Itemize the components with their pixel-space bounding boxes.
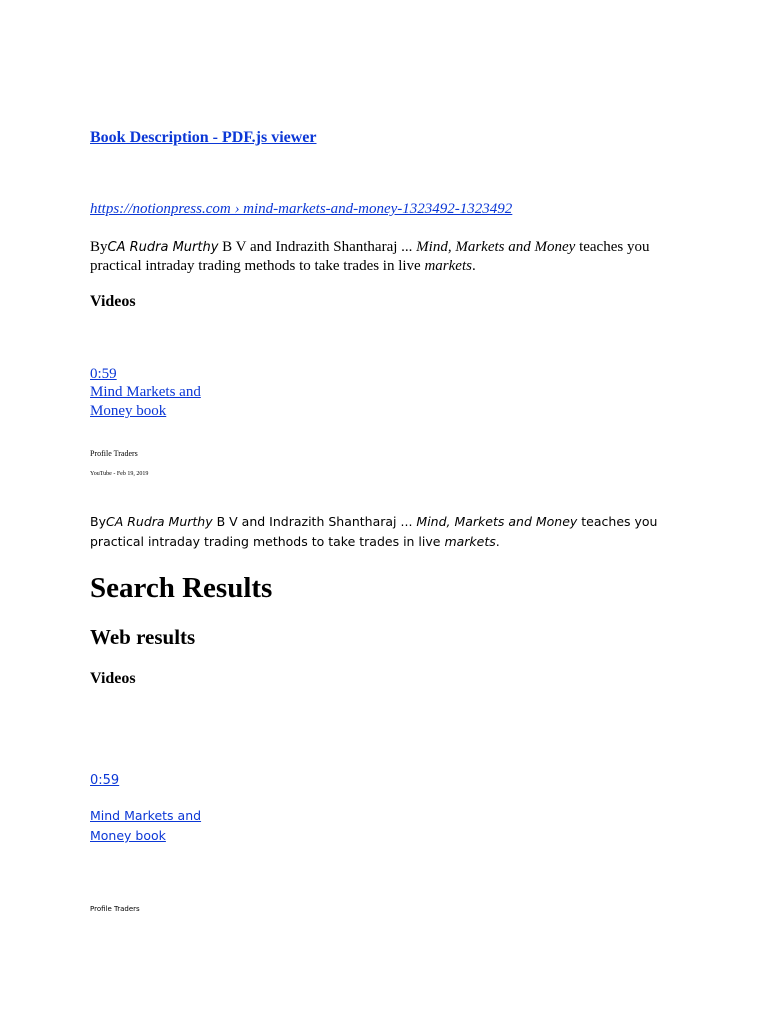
video-title-link[interactable]: Mind Markets and Money book [90, 384, 201, 419]
videos-heading: Videos [90, 293, 136, 310]
result-url-link[interactable]: https://notionpress.com › mind-markets-and-money-1323492-1323492 [90, 201, 513, 217]
videos-heading-2: Videos [90, 670, 136, 687]
snippet2-by: By [90, 514, 106, 529]
video-meta: YouTube - Feb 19, 2019 [90, 471, 149, 477]
search-results-heading: Search Results [90, 572, 273, 604]
snippet-markets: markets [424, 258, 472, 274]
snippet-mid: B V and Indrazith Shantharaj ... [218, 239, 417, 255]
video-channel-2: Profile Traders [90, 905, 140, 913]
result-snippet [90, 238, 690, 276]
snippet-end: . [471, 258, 476, 274]
snippet-rest: teaches you practical intraday trading methods to take trades in live [90, 239, 650, 274]
video-channel: Profile Traders [90, 449, 138, 458]
snippet2-rest: teaches you practical intraday trading methods to take trades in live [90, 514, 658, 549]
snippet2-end: . [495, 534, 500, 549]
snippet-book-title: Mind, Markets and Money [416, 239, 576, 255]
book-description-link[interactable]: Book Description - PDF.js viewer [90, 129, 317, 146]
snippet-author: CA Rudra Murthy [107, 240, 219, 255]
snippet2-book-title: Mind, Markets and Money [416, 514, 578, 529]
result-snippet-2 [90, 512, 690, 552]
video-duration-link[interactable]: 0:59 [90, 366, 117, 382]
snippet-by: By [90, 239, 108, 255]
web-results-heading: Web results [90, 625, 196, 649]
video-duration-link-2[interactable]: 0:59 [90, 773, 120, 788]
snippet2-markets: markets [444, 534, 496, 549]
video-title-link-2[interactable]: Mind Markets and Money book [90, 808, 202, 843]
snippet2-author: CA Rudra Murthy [105, 514, 213, 529]
snippet2-mid: B V and Indrazith Shantharaj ... [212, 514, 417, 529]
